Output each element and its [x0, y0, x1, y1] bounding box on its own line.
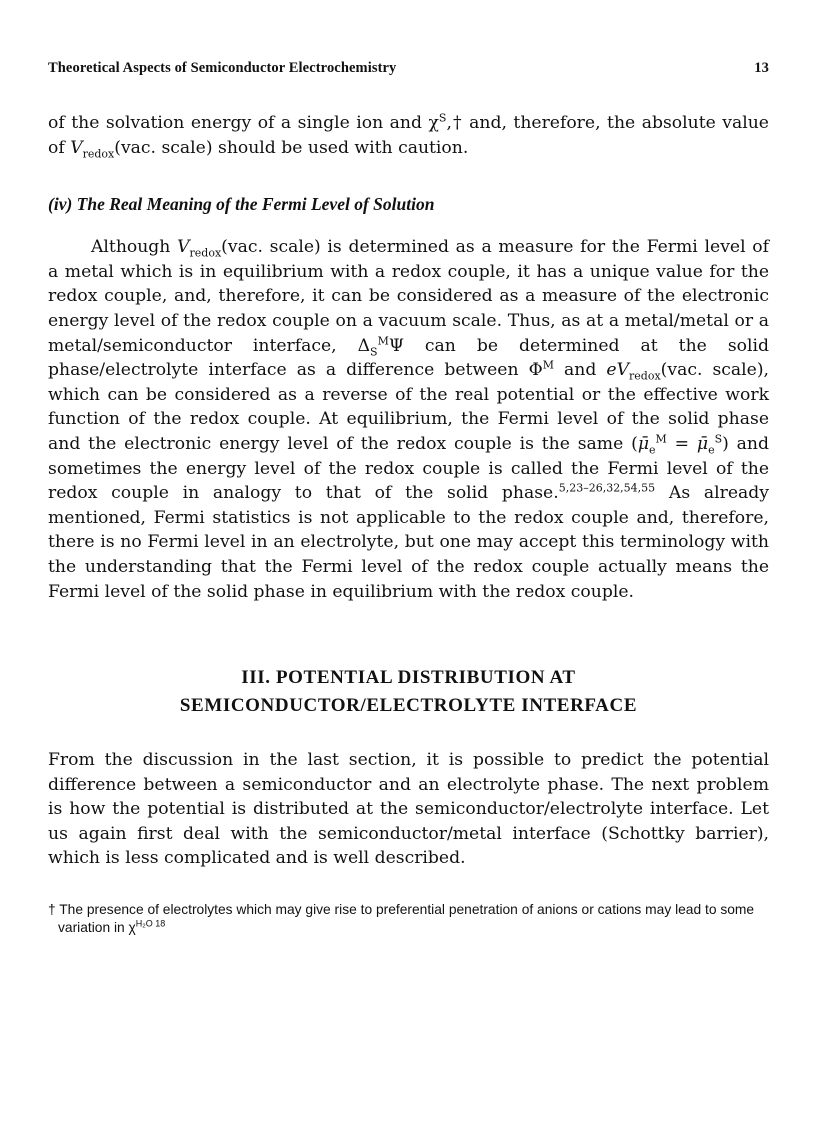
mu-right: μ̄ [696, 433, 709, 454]
fermi-paragraph [48, 235, 769, 604]
fermi-text-4: (vac. scale), which can be considered as a reverse of the real potential or the effective work function of the redox couple. At equilibrium, the Fermi level of the solid phase and the electronic energy level of the redox couple is the same ( [48, 360, 769, 454]
fermi-lead: Although [91, 237, 178, 258]
reference-citations: 5,23–26,32,54,55 [558, 481, 656, 495]
fermi-text-6: As already mentioned, Fermi statistics is not applicable to the redox couple and, therefore, there is no Fermi level in an electrolyte, but one may accept this terminology with the understanding that the Fermi level of the redox couple actually means the Fermi level of the solid phase in equilibrium with the redox couple. [48, 483, 769, 602]
equals-sign: = [666, 433, 697, 454]
subsection-heading: (iv) The Real Meaning of the Fermi Level of Solution [48, 194, 435, 215]
phi-superscript: M [542, 358, 554, 372]
section-heading-line-1: III. POTENTIAL DISTRIBUTION AT [241, 667, 576, 689]
v-redox-variable: V [70, 137, 83, 158]
footnote [48, 901, 769, 937]
fermi-text-2: Ψ can be determined at the solid phase/electrolyte interface as a difference between Φ [48, 335, 769, 381]
running-head [48, 60, 769, 77]
fermi-text-3: and [553, 360, 607, 381]
fermi-v-variable: V [177, 237, 190, 258]
fermi-v-subscript: redox [189, 246, 222, 260]
mu-left-subscript: e [649, 443, 656, 457]
section-heading-line-2: SEMICONDUCTOR/ELECTROLYTE INTERFACE [179, 695, 638, 717]
page [48, 60, 769, 937]
v-redox-subscript: redox [82, 147, 115, 161]
running-head-title: Theoretical Aspects of Semiconductor Electrochemistry [48, 60, 397, 76]
delta-superscript: M [377, 333, 389, 347]
mu-right-subscript: e [708, 443, 715, 457]
ev-variable: eV [606, 360, 630, 381]
chi-superscript: S [438, 111, 447, 125]
opening-text-3: (vac. scale) should be used with caution. [114, 137, 469, 158]
fermi-text-1: (vac. scale) is determined as a measure for the Fermi level of a metal which is in equilibrium with a redox couple, it has a unique value for the redox couple, and, therefore, it can be considered as a measure of the electronic energy level of the redox couple on a vacuum scale. Thus, as at a metal/metal or a metal/semiconductor interface, Δ [48, 237, 769, 356]
distribution-paragraph: From the discussion in the last section, it is possible to predict the potential difference between a semiconductor and an electrolyte phase. The next problem is how the potential is distributed at the semiconductor/electrolyte interface. Let us again first deal with the semiconductor/metal interface (Schottky barrier), which is less complicated and is well described. [48, 750, 769, 869]
footnote-text: † The presence of electrolytes which may give rise to preferential penetration of anions or cations may lead to some variation in χ [48, 902, 755, 936]
page-number: 13 [754, 60, 769, 76]
mu-right-superscript: S [714, 432, 723, 446]
footnote-reference: 18 [152, 918, 166, 929]
footnote-superscript: H₂O [135, 918, 153, 929]
section-heading [48, 664, 769, 720]
fermi-text-5: ) and sometimes the energy level of the redox couple is called the Fermi level of the redox couple in analogy to that of the solid phase. [48, 433, 769, 504]
mu-left-superscript: M [655, 432, 667, 446]
delta-subscript: S [370, 345, 378, 358]
opening-paragraph [48, 111, 769, 160]
opening-text-2: ,† and, therefore, the absolute value of [48, 113, 769, 158]
mu-left: μ̄ [637, 433, 650, 454]
opening-text-1: of the solvation energy of a single ion and χ [48, 113, 439, 133]
ev-subscript: redox [629, 369, 661, 383]
